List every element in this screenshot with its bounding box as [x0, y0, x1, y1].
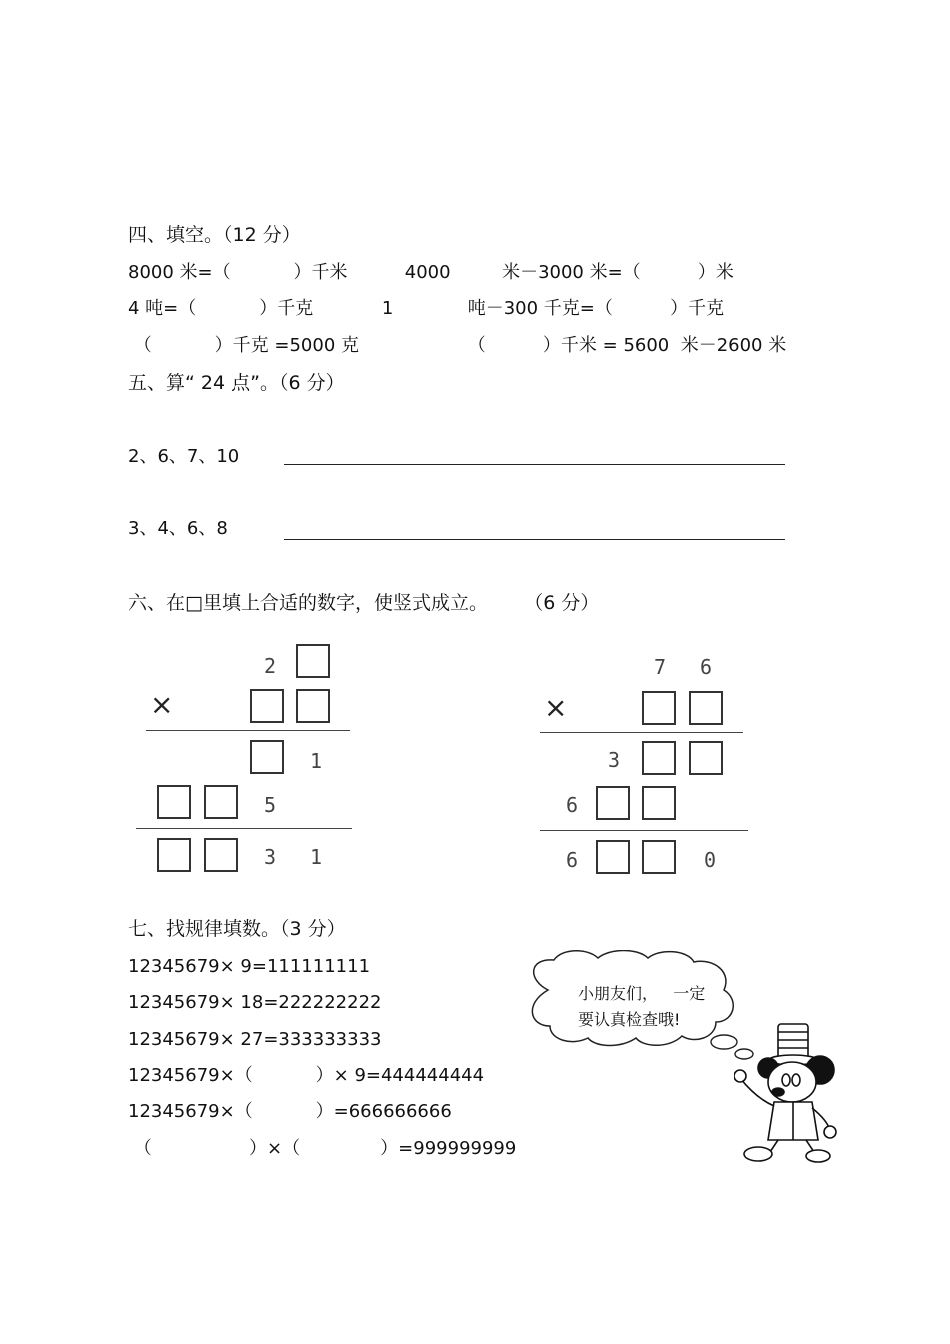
- bubble-text-line-1: 小朋友们， 一定: [578, 984, 706, 1003]
- blank-box[interactable]: [204, 838, 238, 872]
- digit: 6: [566, 848, 579, 872]
- rule-line: [540, 732, 743, 733]
- digit: 2: [264, 654, 277, 678]
- blank-box[interactable]: [642, 741, 676, 775]
- blank-box[interactable]: [204, 785, 238, 819]
- rule-line: [136, 828, 352, 829]
- blank-box[interactable]: [296, 689, 330, 723]
- digit: 6: [700, 655, 713, 679]
- multiply-sign: ×: [544, 691, 568, 724]
- blank-box[interactable]: [689, 691, 723, 725]
- section-5-heading: 五、算“ 24 点”。（6 分）: [128, 372, 345, 394]
- blank-box[interactable]: [689, 741, 723, 775]
- pattern-line-1: 12345679× 9=111111111: [128, 956, 371, 977]
- pattern-line-2: 12345679× 18=222222222: [128, 992, 382, 1013]
- blank-box[interactable]: [250, 740, 284, 774]
- pattern-line-5: 12345679×（ ）=666666666: [128, 1101, 452, 1122]
- digit: 5: [264, 793, 277, 817]
- fill-row-3: （ ）千克 =5000 克 （ ）千米 = 5600 米－2600 米: [128, 335, 787, 356]
- rule-line: [146, 730, 350, 731]
- answer-line-1[interactable]: [284, 464, 785, 465]
- 24-points-question-1: 2、6、7、10: [128, 446, 240, 467]
- pattern-line-4: 12345679×（ ）× 9=444444444: [128, 1065, 485, 1086]
- digit: 1: [310, 845, 323, 869]
- blank-box[interactable]: [157, 785, 191, 819]
- section-6-heading: 六、在□里填上合适的数字，使竖式成立。 （6 分）: [128, 592, 600, 614]
- blank-box[interactable]: [642, 691, 676, 725]
- blank-box[interactable]: [157, 838, 191, 872]
- fill-row-2: 4 吨=（ ）千克 1 吨－300 千克=（ ）千克: [128, 298, 725, 319]
- blank-box[interactable]: [642, 840, 676, 874]
- section-7-heading: 七、找规律填数。（3 分）: [128, 918, 346, 940]
- pattern-line-3: 12345679× 27=333333333: [128, 1029, 382, 1050]
- blank-box[interactable]: [296, 644, 330, 678]
- digit: 3: [264, 845, 277, 869]
- blank-box[interactable]: [642, 786, 676, 820]
- blank-box[interactable]: [596, 840, 630, 874]
- digit: 1: [310, 749, 323, 773]
- bubble-text-line-2: 要认真检查哦!: [578, 1010, 681, 1029]
- rule-line: [540, 830, 748, 831]
- pattern-line-6: （ ）×（ ）=999999999: [128, 1138, 517, 1159]
- blank-box[interactable]: [250, 689, 284, 723]
- fill-row-1: 8000 米=（ ）千米 4000 米－3000 米=（ ）米: [128, 262, 734, 283]
- multiply-sign: ×: [150, 688, 174, 721]
- cartoon-mouse-illustration: [734, 1020, 838, 1166]
- 24-points-question-2: 3、4、6、8: [128, 518, 228, 539]
- answer-line-2[interactable]: [284, 539, 785, 540]
- blank-box[interactable]: [596, 786, 630, 820]
- digit: 3: [608, 748, 621, 772]
- digit: 6: [566, 793, 579, 817]
- section-4-heading: 四、填空。（12 分）: [128, 224, 301, 246]
- digit: 0: [704, 848, 717, 872]
- digit: 7: [654, 655, 667, 679]
